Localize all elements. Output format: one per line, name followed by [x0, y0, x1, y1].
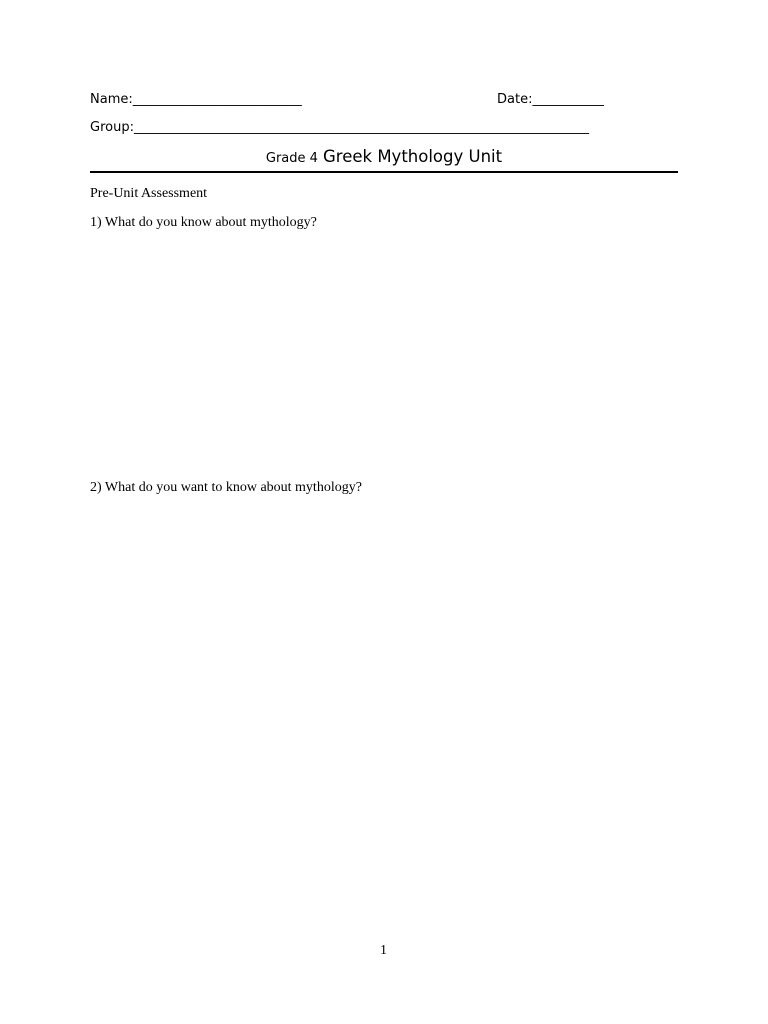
page-number: 1 [380, 943, 387, 958]
question-1: 1) What do you know about mythology? [90, 215, 317, 230]
group-field[interactable]: Group:______________________________________________________________________ [90, 120, 589, 135]
name-field[interactable]: Name:__________________________ [90, 92, 302, 107]
question-2: 2) What do you want to know about mythology? [90, 480, 362, 495]
section-heading: Pre-Unit Assessment [90, 186, 208, 201]
title-divider [90, 171, 678, 173]
date-field[interactable]: Date:___________ [497, 92, 604, 107]
page-title [90, 149, 678, 166]
grade-label: Grade 4 [265, 151, 318, 166]
unit-title: Greek Mythology Unit [323, 147, 503, 166]
